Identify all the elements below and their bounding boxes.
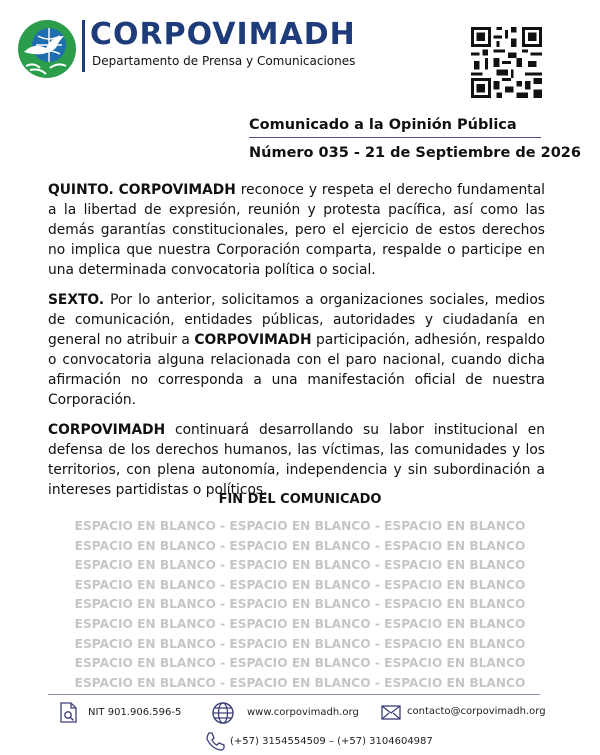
blank-space-line: ESPACIO EN BLANCO - ESPACIO EN BLANCO - ESPACIO EN BLANCO [74,519,526,533]
blank-space-line: ESPACIO EN BLANCO - ESPACIO EN BLANCO - ESPACIO EN BLANCO [74,636,526,651]
paragraph-text: Por lo anterior, solicitamos a organizaciones sociales, medios de comunicación, entidades públicas, autoridades y ciudadanía en general no atribuir a [48,292,545,348]
communique-number-date: Número 035 - 21 de Septiembre de 2026 [249,145,581,161]
paragraph-text: continuará desarrollando su labor institucional en defensa de los derechos humanos, las víctimas, las comunidades y los territorios, con plena autonomía, independencia y sin subordinación a intereses partidistas o políticos. [48,422,545,498]
paragraph-text: participación, adhesión, respaldo o convocatoria alguna relacionada con el paro nacional, cuando dicha afirmación no corresponda a una manifestación oficial de nuestra Corporación. [48,332,546,408]
paragraph-closing [48,420,545,500]
envelope-icon [381,705,401,720]
paragraph-label: SEXTO. [48,292,105,308]
paragraph-label: QUINTO. [48,182,114,198]
letterhead [0,0,600,110]
org-name: CORPOVIMADH [90,17,356,52]
globe-icon [211,701,235,725]
org-mention: CORPOVIMADH [48,422,166,438]
communique-title: Comunicado a la Opinión Pública [249,117,517,133]
paragraph-text: reconoce y respeta el derecho fundamental a la libertad de expresión, reunión y protesta pacífica, así como las demás garantías constitucionales, pero el ejercicio de estos derechos no implica que nuestra Corporación comparta, respalde o participe en una determinada convocatoria política o social. [48,182,545,278]
footer-phones: (+57) 3154554509 – (+57) 3104604987 [230,736,433,747]
footer-divider [48,694,540,695]
paragraph-quinto [48,180,545,280]
blank-space-line: ESPACIO EN BLANCO - ESPACIO EN BLANCO - ESPACIO EN BLANCO [74,597,526,612]
qr-code-icon [471,27,542,98]
document-search-icon [59,702,79,724]
org-mention: CORPOVIMADH [194,332,312,348]
blank-space-line: ESPACIO EN BLANCO - ESPACIO EN BLANCO - ESPACIO EN BLANCO [74,558,526,573]
title-underline [249,137,541,138]
org-department: Departamento de Prensa y Comunicaciones [92,54,356,68]
footer-website[interactable]: www.corpovimadh.org [247,707,359,718]
blank-space-line: ESPACIO EN BLANCO - ESPACIO EN BLANCO - ESPACIO EN BLANCO [74,675,526,690]
blank-space-filler [0,517,600,693]
paragraph-sexto [48,290,545,410]
blank-space-line: ESPACIO EN BLANCO - ESPACIO EN BLANCO - ESPACIO EN BLANCO [74,538,526,553]
communique-body [48,180,545,510]
communique-title-block [249,114,581,164]
blank-space-line: ESPACIO EN BLANCO - ESPACIO EN BLANCO - ESPACIO EN BLANCO [74,656,526,671]
blank-space-line: ESPACIO EN BLANCO - ESPACIO EN BLANCO - ESPACIO EN BLANCO [74,616,526,631]
header-divider [82,20,85,72]
blank-space-line: ESPACIO EN BLANCO - ESPACIO EN BLANCO - ESPACIO EN BLANCO [74,577,526,592]
dove-globe-logo-icon [16,18,78,80]
end-of-communique: FIN DEL COMUNICADO [218,492,382,507]
footer-nit: NIT 901.906.596-5 [88,707,182,718]
org-mention: CORPOVIMADH [118,182,236,198]
phone-icon [205,731,225,751]
footer-email[interactable]: contacto@corpovimadh.org [407,706,546,717]
